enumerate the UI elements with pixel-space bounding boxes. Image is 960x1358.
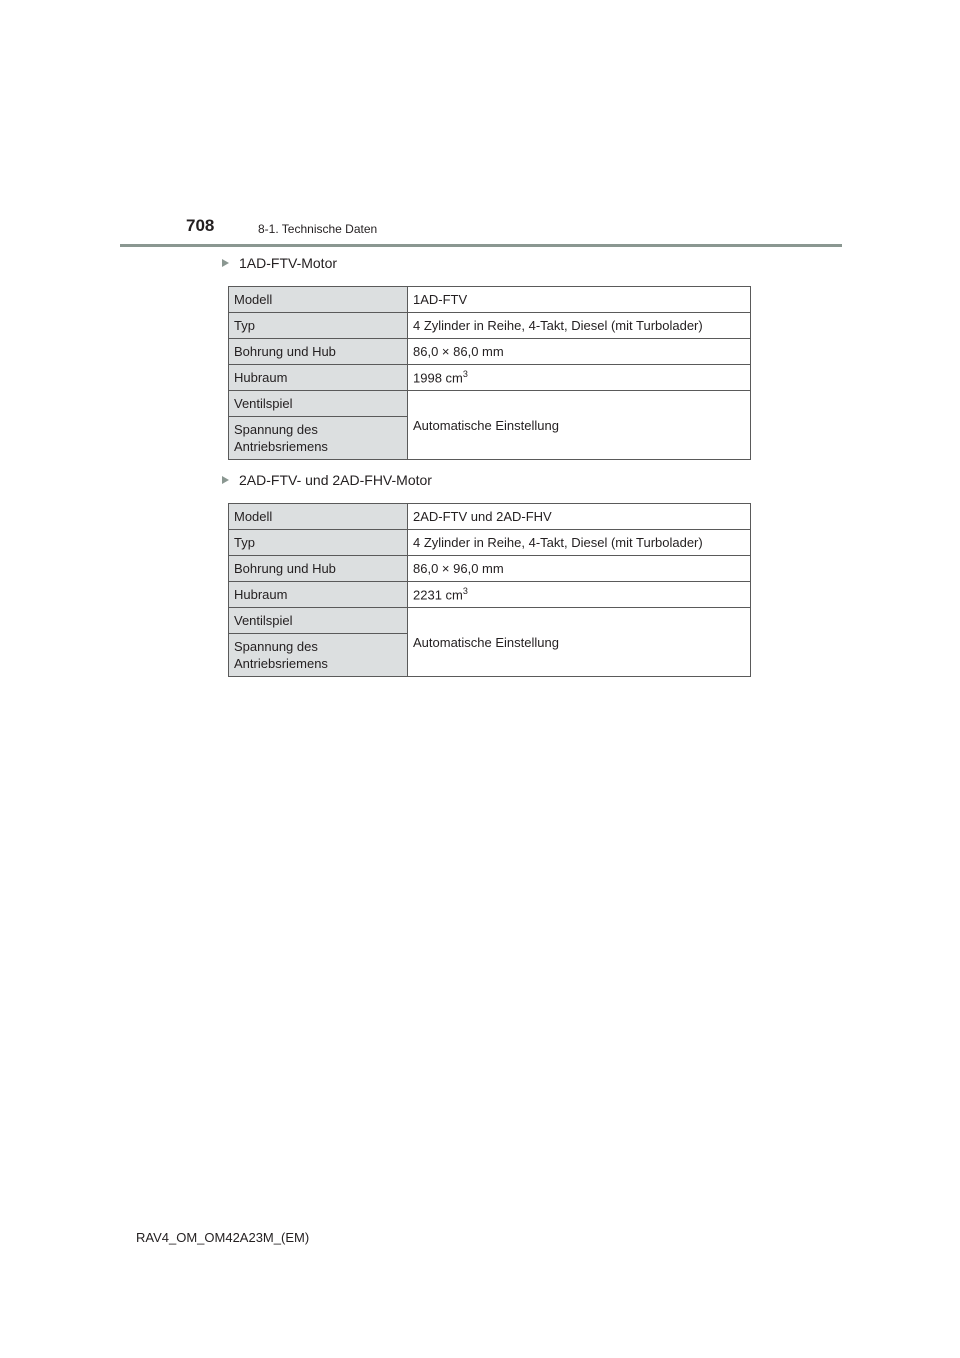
engine-2-heading bbox=[222, 472, 432, 488]
table-row bbox=[229, 530, 751, 556]
type-label: Typ bbox=[229, 313, 408, 339]
bore-value: 86,0 × 86,0 mm bbox=[408, 339, 751, 365]
table-row bbox=[229, 365, 751, 391]
triangle-bullet-icon bbox=[222, 259, 229, 267]
triangle-bullet-icon bbox=[222, 476, 229, 484]
model-label: Modell bbox=[229, 287, 408, 313]
table-row bbox=[229, 608, 751, 634]
header-rule bbox=[120, 244, 842, 247]
page-number: 708 bbox=[186, 216, 215, 235]
valve-label: Ventilspiel bbox=[229, 608, 408, 634]
displacement-label: Hubraum bbox=[229, 582, 408, 608]
table-row bbox=[229, 391, 751, 417]
displacement-label: Hubraum bbox=[229, 365, 408, 391]
bore-value: 86,0 × 96,0 mm bbox=[408, 556, 751, 582]
footer-code: RAV4_OM_OM42A23M_(EM) bbox=[136, 1230, 310, 1245]
engine-1-heading bbox=[222, 255, 337, 271]
auto-adjust-value: Automatische Einstellung bbox=[408, 608, 751, 677]
engine-1-heading-text: 1AD-FTV-Motor bbox=[239, 255, 338, 271]
belt-label: Spannung des Antriebsriemens bbox=[229, 634, 408, 677]
displacement-value: 1998 $cm^3$ bbox=[408, 365, 751, 391]
bore-label: Bohrung und Hub bbox=[229, 556, 408, 582]
auto-adjust-value: Automatische Einstellung bbox=[408, 391, 751, 460]
belt-label: Spannung des Antriebsriemens bbox=[229, 417, 408, 460]
section-title: 8-1. Technische Daten bbox=[258, 222, 378, 236]
table-row bbox=[229, 556, 751, 582]
table-row bbox=[229, 504, 751, 530]
type-label: Typ bbox=[229, 530, 408, 556]
type-value: 4 Zylinder in Reihe, 4-Takt, Diesel (mit Turbolader) bbox=[408, 313, 751, 339]
bore-label: Bohrung und Hub bbox=[229, 339, 408, 365]
model-value: 1AD-FTV bbox=[408, 287, 751, 313]
table-row bbox=[229, 339, 751, 365]
engine-2-spec-table bbox=[228, 503, 751, 677]
table-row bbox=[229, 313, 751, 339]
table-row bbox=[229, 582, 751, 608]
valve-label: Ventilspiel bbox=[229, 391, 408, 417]
table-row bbox=[229, 287, 751, 313]
engine-1-spec-table bbox=[228, 286, 751, 460]
model-label: Modell bbox=[229, 504, 408, 530]
displacement-value: 2231 $cm^3$ bbox=[408, 582, 751, 608]
model-value: 2AD-FTV und 2AD-FHV bbox=[408, 504, 751, 530]
type-value: 4 Zylinder in Reihe, 4-Takt, Diesel (mit Turbolader) bbox=[408, 530, 751, 556]
engine-2-heading-text: 2AD-FTV- und 2AD-FHV-Motor bbox=[239, 472, 432, 488]
